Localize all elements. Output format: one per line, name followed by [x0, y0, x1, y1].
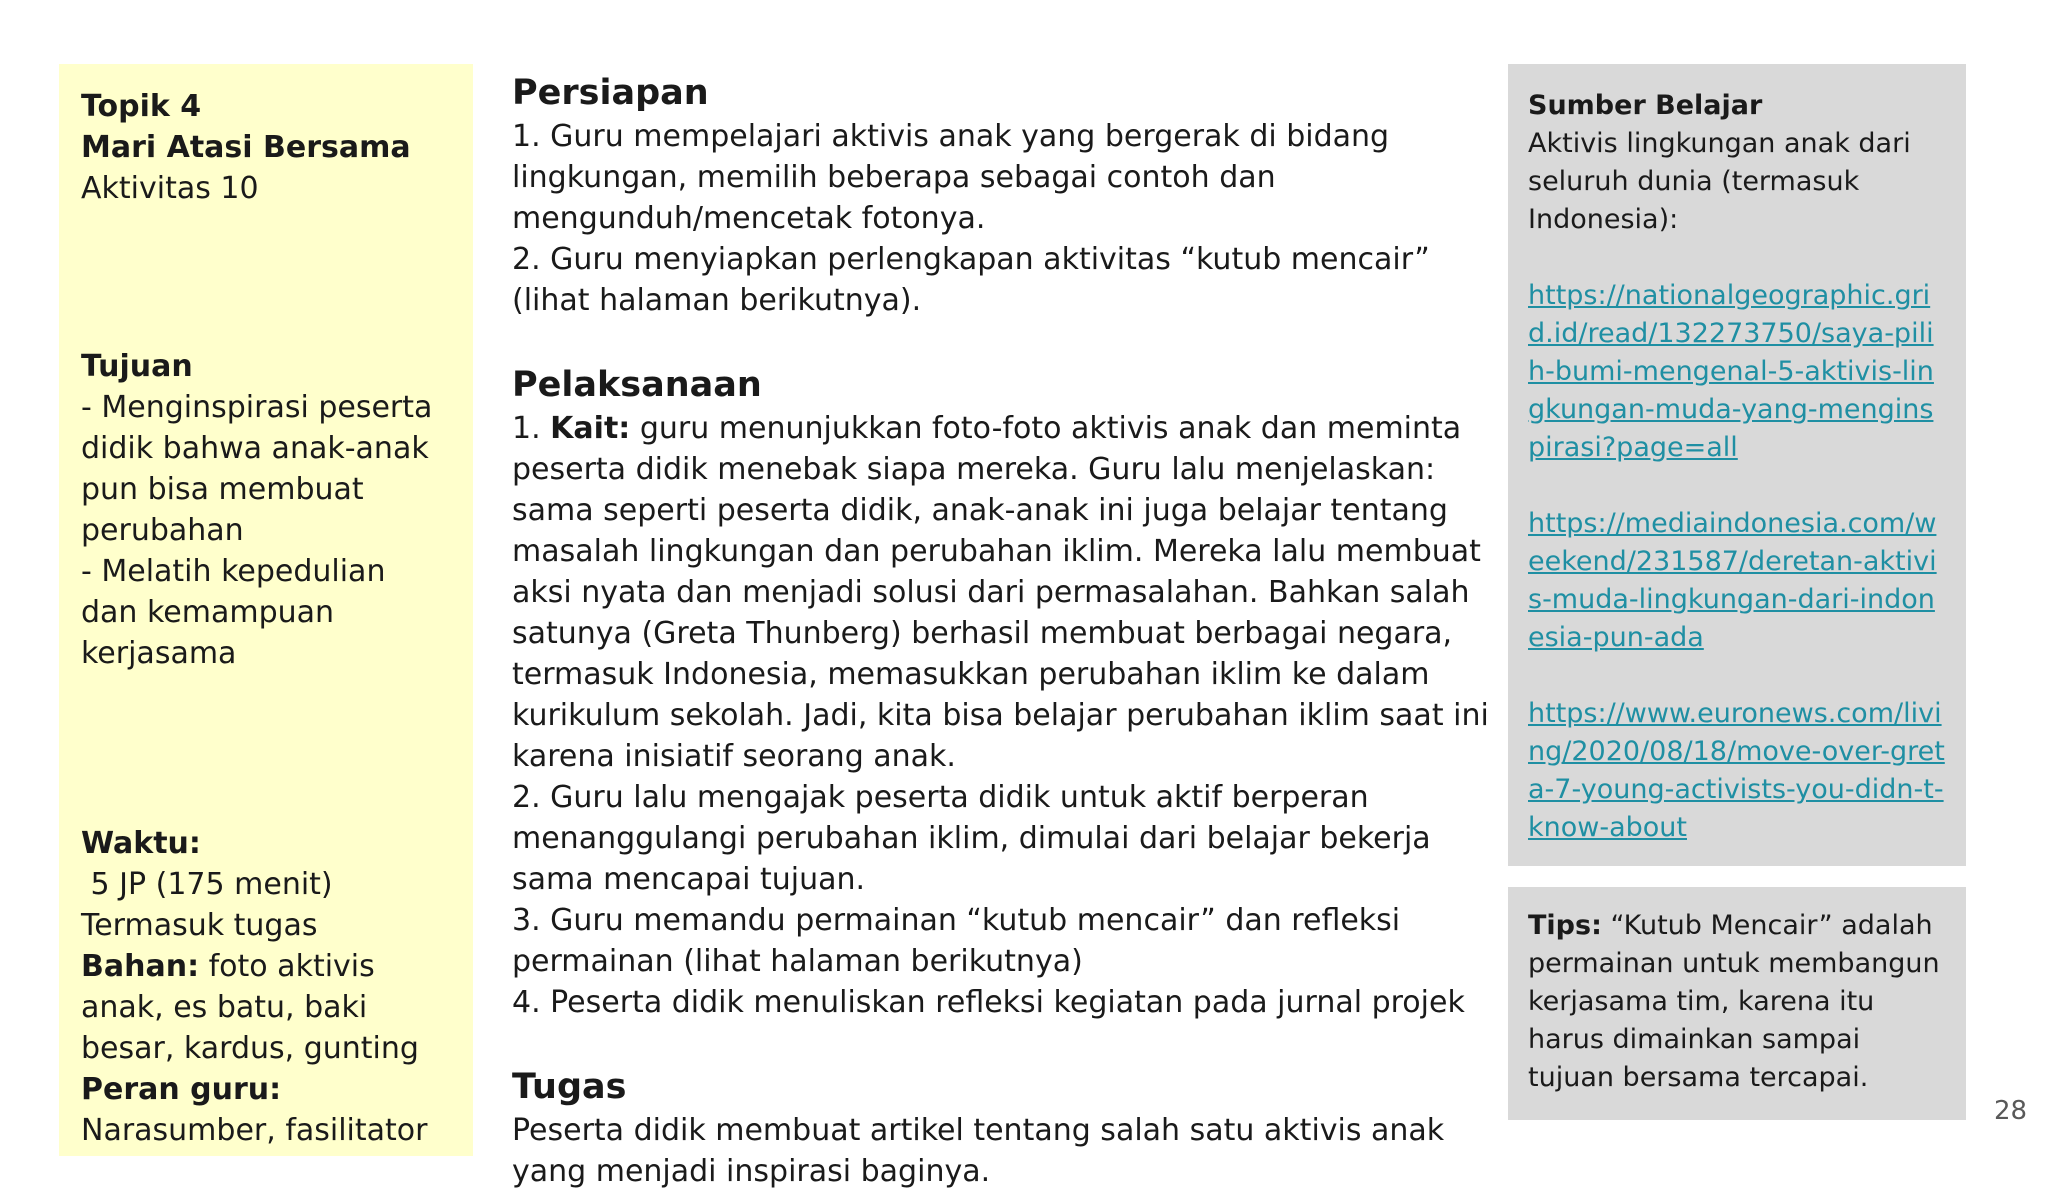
source-link[interactable]: https://mediaindonesia.com/weekend/231587/deretan-aktivis-muda-lingkungan-dari-indonesia-pun-ada	[1528, 508, 1937, 653]
materials	[81, 946, 451, 1069]
implementation-heading: Pelaksanaan	[512, 365, 762, 405]
task-heading: Tugas	[512, 1067, 627, 1107]
source-link[interactable]: https://nationalgeographic.grid.id/read/132273750/saya-pilih-bumi-mengenal-5-aktivis-lingkungan-muda-yang-menginspirasi?page=all	[1528, 280, 1934, 463]
role-label: Peran guru:	[81, 1072, 282, 1107]
page-number: 28	[1994, 1096, 2028, 1126]
goal-item: - Menginspirasi peserta didik bahwa anak-anak pun bisa membuat perubahan	[81, 390, 433, 548]
implementation-item: 4. Peserta didik menuliskan refleksi kegiatan pada jurnal projek	[512, 985, 1465, 1020]
materials-value: foto aktivis anak, es batu, baki besar, kardus, gunting	[81, 949, 419, 1066]
implementation-item: 3. Guru memandu permainan “kutub mencair” dan refleksi permainan (lihat halaman berikutnya)	[512, 903, 1401, 979]
topic-title: Mari Atasi Bersama	[81, 130, 411, 165]
preparation-heading: Persiapan	[512, 73, 709, 113]
time-note: Termasuk tugas	[81, 908, 318, 943]
learning-sources-panel	[1508, 64, 1966, 866]
sources-heading: Sumber Belajar	[1528, 90, 1763, 121]
time-heading: Waktu:	[81, 826, 201, 861]
time-value: 5 JP (175 menit)	[81, 867, 333, 902]
activity-info-panel	[59, 64, 473, 1156]
implementation-item: 2. Guru lalu mengajak peserta didik untuk aktif berperan menanggulangi perubahan iklim, dimulai dari belajar bekerja sama mencapai tujuan.	[512, 780, 1431, 897]
main-content	[512, 70, 1502, 1192]
hook-text: guru menunjukkan foto-foto aktivis anak dan meminta peserta didik menebak siapa mereka. Guru lalu menjelaskan: sama seperti peserta didik, anak-anak ini juga belajar tentang masalah lingkungan dan perubahan iklim. Mereka lalu membuat aksi nyata dan menjadi solusi dari permasalahan. Bahkan salah satunya (Greta Thunberg) berhasil membuat berbagai negara, termasuk Indonesia, memasukkan perubahan iklim ke dalam kurikulum sekolah. Jadi, kita bisa belajar perubahan iklim saat ini karena inisiatif seorang anak.	[512, 411, 1489, 774]
goal-heading: Tujuan	[81, 349, 193, 384]
role-value: Narasumber, fasilitator	[81, 1113, 428, 1148]
preparation-item: 2. Guru menyiapkan perlengkapan aktivitas “kutub mencair” (lihat halaman berikutnya).	[512, 242, 1430, 318]
goal-item: - Melatih kepedulian dan kemampuan kerjasama	[81, 554, 386, 671]
tips-text	[1528, 907, 1946, 1097]
tips-body: “Kutub Mencair” adalah permainan untuk membangun kerjasama tim, karena itu harus dimainkan sampai tujuan bersama tercapai.	[1528, 910, 1940, 1093]
activity-label: Aktivitas 10	[81, 171, 259, 206]
preparation-item: 1. Guru mempelajari aktivis anak yang bergerak di bidang lingkungan, memilih beberapa sebagai contoh dan mengunduh/mencetak fotonya.	[512, 119, 1390, 236]
task-text: Peserta didik membuat artikel tentang salah satu aktivis anak yang menjadi inspirasi baginya.	[512, 1113, 1445, 1189]
materials-label: Bahan:	[81, 949, 200, 984]
source-link[interactable]: https://www.euronews.com/living/2020/08/18/move-over-greta-7-young-activists-you-didn-t-know-about	[1528, 698, 1945, 843]
item-prefix: 1.	[512, 411, 551, 446]
tips-panel	[1508, 887, 1966, 1120]
hook-label: Kait:	[550, 411, 631, 446]
sources-intro: Aktivis lingkungan anak dari seluruh dunia (termasuk Indonesia):	[1528, 128, 1911, 235]
tips-label: Tips:	[1528, 910, 1602, 941]
implementation-item	[512, 408, 1502, 777]
topic-label: Topik 4	[81, 89, 202, 124]
